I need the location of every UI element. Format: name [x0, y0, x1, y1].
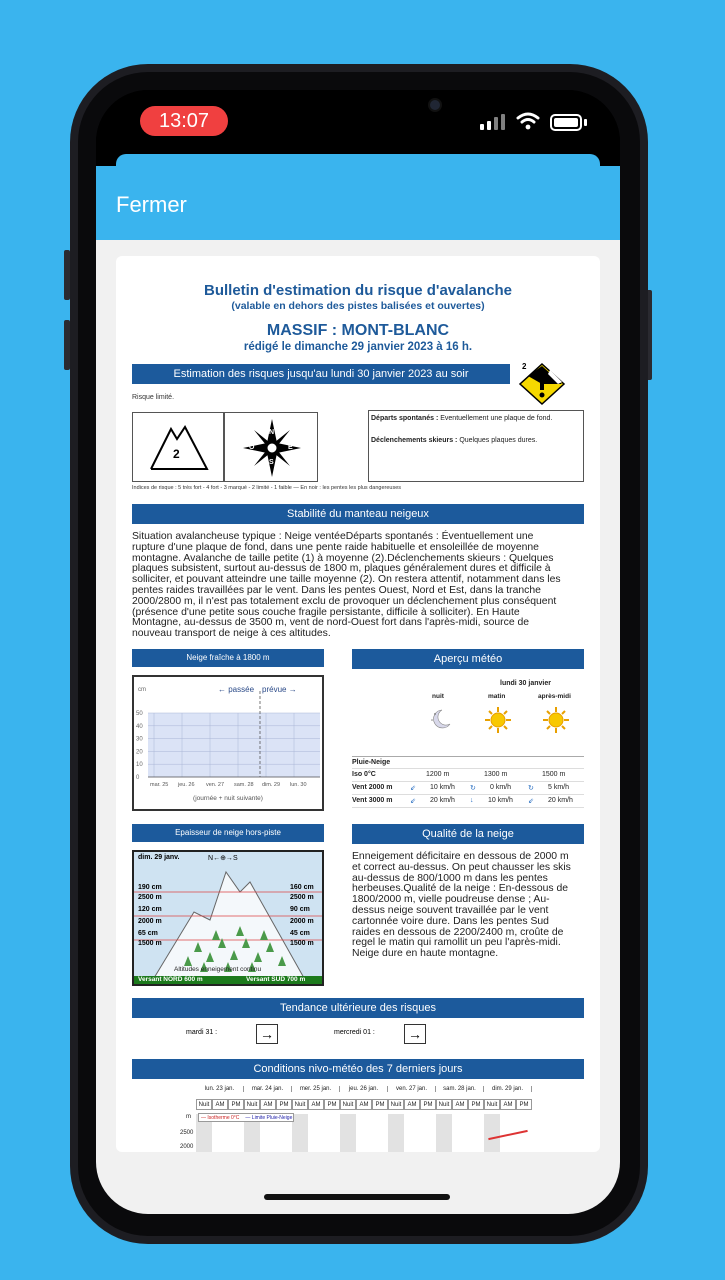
conditions-slot: AM [260, 1099, 276, 1110]
declench-label: Déclenchements skieurs : [371, 437, 458, 444]
compass-e: E [288, 444, 293, 451]
wind-calm-icon: ↻ [528, 785, 534, 792]
conditions-day: mer. 25 jan. [292, 1086, 340, 1092]
conditions-night-shade [484, 1114, 500, 1152]
meteo-bar: Aperçu météo [352, 649, 584, 669]
meteo-iso-row [352, 769, 584, 782]
pluie-neige-label: Pluie-Neige [352, 759, 391, 766]
qualite-line: au-dessus de 800/1000 m dans les pentes [352, 872, 548, 884]
risk-mountain-box [132, 412, 224, 482]
tendance-arrow2-icon[interactable]: → [404, 1024, 426, 1044]
iso-nuit: 1200 m [426, 771, 450, 778]
x-tick-label: lun. 30 [290, 782, 307, 788]
signal-icon [480, 110, 505, 130]
meteo-day: lundi 30 janvier [500, 680, 551, 687]
x-tick-label: dim. 29 [262, 782, 281, 788]
stabilite-line: rupture d'une plaque de fond, dans une pente raide habituelle et ensoleillée de moyenne [132, 541, 539, 553]
phone-screen [96, 90, 620, 1214]
conditions-night-shade [292, 1114, 308, 1152]
compass-small-icon: N←⊕→S [208, 855, 238, 862]
conditions-slot: Nuit [388, 1099, 404, 1110]
departs-label: Départs spontanés : [371, 415, 439, 422]
vent3000-nuit: 20 km/h [430, 797, 455, 804]
conditions-slot: Nuit [292, 1099, 308, 1110]
conditions-night-shade [340, 1114, 356, 1152]
stabilite-bar: Stabilité du manteau neigeux [132, 504, 584, 524]
qualite-line: et correct au-dessus. On peut chausser les skis [352, 861, 571, 873]
epaisseur-left-label: 190 cm [138, 884, 162, 891]
epaisseur-right-label: 1500 m [290, 940, 314, 947]
conditions-slot: PM [372, 1099, 388, 1110]
epaisseur-left-label: 1500 m [138, 940, 162, 947]
conditions-slot: AM [212, 1099, 228, 1110]
neige-fraiche-chart [132, 675, 324, 811]
risque-text: Risque limité. [132, 394, 175, 401]
bulletin-title: Bulletin d'estimation du risque d'avalanche [203, 282, 513, 299]
epaisseur-left-label: 2500 m [138, 894, 162, 901]
meteo-period-0: nuit [432, 693, 444, 700]
vent3000-matin: 10 km/h [488, 797, 513, 804]
stabilite-line: Situation avalancheuse typique : Neige ventéeDéparts spontanés : Éventuellement une [132, 531, 534, 542]
departs-box [368, 410, 584, 482]
conditions-slot: Nuit [244, 1099, 260, 1110]
meteo-vent2000-row [352, 782, 584, 795]
y-tick-label: 10 [136, 762, 143, 769]
status-time: 13:07 [140, 106, 228, 136]
redige-date: rédigé le dimanche 29 janvier 2023 à 16 h. [243, 341, 473, 353]
qualite-line: 1800/2000 m, vielle poudreuse dense ; Au- [352, 894, 550, 906]
risk-mountain-number: 2 [173, 447, 180, 461]
stabilite-line: solliciter, et pouvant atteindre une taille moyenne (2). On restera attentif, notamment dans les [132, 574, 561, 586]
stabilite-line: pentes raides travaillées par le vent. Dans les pentes Ouest, Nord et Est, dans la tranche [132, 584, 541, 596]
compass-n: N [269, 429, 275, 436]
epaisseur-right-label: 45 cm [290, 930, 310, 937]
meteo-pluie-row [352, 756, 584, 769]
conditions-slot: PM [324, 1099, 340, 1110]
vent3000-aprem: 20 km/h [548, 797, 573, 804]
bulletin-subtitle: (valable en dehors des pistes balisées et ouvertes) [231, 300, 485, 312]
y-tick-label: 40 [136, 723, 143, 730]
wind-arrow-icon: ⇙ [410, 785, 416, 792]
compass-small-n: N [208, 855, 214, 862]
massif-title: MASSIF : MONT-BLANC [266, 322, 450, 339]
tendance-bar: Tendance ultérieure des risques [132, 998, 584, 1018]
qualite-line: regel le matin qui ramollit un peu l'après-midi. [352, 937, 561, 949]
conditions-night-shade [436, 1114, 452, 1152]
epaisseur-left-label: 120 cm [138, 906, 162, 913]
chart-prevue: prévue → [262, 685, 297, 694]
legend-pluie: — Limite Pluie-Neige [245, 1115, 293, 1121]
estimation-bar: Estimation des risques jusqu'au lundi 30 janvier 2023 au soir [132, 364, 510, 384]
epaisseur-right-label: 90 cm [290, 906, 310, 913]
indices-text: Indices de risque : 5 très fort - 4 fort - 3 marqué - 2 limité - 1 faible — En noir : les pentes les plus dangereuses [132, 485, 402, 491]
neige-fraiche-bar: Neige fraîche à 1800 m [132, 649, 324, 667]
qualite-line: Neige dure en haute montagne. [352, 948, 499, 960]
epaisseur-right-label: 2500 m [290, 894, 314, 901]
meteo-period-1: matin [488, 693, 506, 700]
wifi-icon [516, 112, 540, 130]
legend-iso: — Isotherme 0°C [201, 1115, 240, 1121]
qualite-bar: Qualité de la neige [352, 824, 584, 844]
close-button[interactable]: Fermer [116, 192, 187, 217]
conditions-night-shade [388, 1114, 404, 1152]
wind-calm-icon: ↻ [470, 785, 476, 792]
conditions-y-tick: 2500 [180, 1130, 194, 1136]
bulletin-document[interactable] [116, 256, 600, 1152]
tendance-arrow1-icon[interactable]: → [256, 1024, 278, 1044]
conditions-slot: AM [452, 1099, 468, 1110]
stabilite-line: Montagne, au-dessus de 3500 m, vent de nord-Ouest fort dans l'après-midi, source de [132, 617, 530, 629]
chart-caption: (journée + nuit suivante) [193, 795, 263, 802]
iso-aprem: 1500 m [542, 771, 566, 778]
stabilite-line: (présence d'une petite sous couche fragile persistante, difficile à solliciter). En Haute [132, 606, 520, 618]
epaisseur-right-label: 160 cm [290, 884, 314, 891]
conditions-slot: PM [516, 1099, 532, 1110]
compass-small-s: S [232, 855, 238, 862]
versant-nord: Versant NORD 600 m [138, 976, 203, 983]
epaisseur-right-label: 2000 m [290, 918, 314, 925]
risk-level-number: 2 [522, 362, 527, 371]
conditions-day: lun. 23 jan. [196, 1086, 244, 1092]
conditions-slot: AM [500, 1099, 516, 1110]
wind-arrow-icon: ⇙ [528, 798, 534, 805]
sun-icon [484, 706, 512, 734]
stabilite-line: nouveau transport de neige à ces altitudes. [132, 628, 331, 640]
camera-icon [428, 98, 442, 112]
compass-s: S [269, 459, 274, 466]
conditions-day: mar. 24 jan. [244, 1086, 292, 1092]
epaisseur-left-label: 65 cm [138, 930, 158, 937]
vent2000-label: Vent 2000 m [352, 784, 393, 791]
departs-text: Eventuellement une plaque de fond. [440, 415, 553, 422]
compass-box [224, 412, 318, 482]
versant-sud: Versant SUD 700 m [246, 976, 306, 983]
sun-icon [542, 706, 570, 734]
conditions-slot: Nuit [436, 1099, 452, 1110]
conditions-slot: PM [468, 1099, 484, 1110]
conditions-grid [116, 1086, 600, 1152]
conditions-day: dim. 29 jan. [484, 1086, 532, 1092]
conditions-day: ven. 27 jan. [388, 1086, 436, 1092]
tendance-day2: mercredi 01 : [334, 1029, 375, 1036]
qualite-line: herbeuses.Qualité de la neige : En-dessous de [352, 883, 569, 895]
compass-rose-icon [225, 413, 319, 483]
conditions-legend [198, 1113, 294, 1122]
conditions-slot: Nuit [484, 1099, 500, 1110]
y-tick-label: 50 [136, 711, 143, 717]
conditions-unit: m [186, 1114, 191, 1120]
y-tick-label: 30 [136, 736, 143, 743]
tendance-day1: mardi 31 : [186, 1029, 218, 1036]
stabilite-text [132, 532, 600, 640]
passee-label: passée [228, 685, 255, 694]
battery-icon [550, 114, 582, 131]
qualite-line: cartonnée voire dure. Dans les pentes Sud [352, 915, 549, 927]
conditions-y-tick: 2000 [180, 1144, 194, 1150]
conditions-day: sam. 28 jan. [436, 1086, 484, 1092]
prevue-label: prévue [262, 685, 287, 694]
conditions-slot: PM [228, 1099, 244, 1110]
qualite-line: Enneigement déficitaire en dessous de 2000 m [352, 851, 569, 862]
wind-arrow-icon: ↓ [470, 797, 474, 804]
vent3000-label: Vent 3000 m [352, 797, 393, 804]
epaisseur-date: dim. 29 janv. [138, 854, 180, 861]
risk-level-icon [518, 362, 566, 406]
conditions-slot: PM [276, 1099, 292, 1110]
qualite-line: dessus neige souvent travaillée par le vent [352, 904, 549, 916]
neige-fraiche-plot [134, 677, 322, 809]
epaisseur-left-label: 2000 m [138, 918, 162, 925]
conditions-slot: Nuit [340, 1099, 356, 1110]
y-tick-label: 20 [136, 749, 143, 756]
conditions-slot: Nuit [196, 1099, 212, 1110]
epaisseur-bar: Epaisseur de neige hors-piste [132, 824, 324, 842]
stabilite-line: 2000/2800 m, il n'est pas totalement exclu de provoquer un déclenchement plus conséquent [132, 595, 557, 607]
vent2000-nuit: 10 km/h [430, 784, 455, 791]
moon-cloud-icon [428, 706, 454, 732]
qualite-line: raides en dessous de 2200/2400 m, croûte de [352, 926, 564, 938]
stabilite-line: plaques subsistent, surtout au-dessus de 1800 m, plaques généralement dures et difficile à [132, 563, 551, 575]
conditions-day: jeu. 26 jan. [340, 1086, 388, 1092]
conditions-bar: Conditions nivo-météo des 7 derniers jours [132, 1059, 584, 1079]
app-header [96, 166, 620, 240]
x-tick-label: mar. 25 [150, 782, 169, 788]
notch [250, 90, 464, 134]
chart-unit: cm [138, 687, 146, 693]
conditions-slot: AM [308, 1099, 324, 1110]
meteo-vent3000-row [352, 795, 584, 808]
y-tick-label: 0 [136, 775, 140, 781]
conditions-slot: PM [420, 1099, 436, 1110]
compass-o: O [249, 444, 255, 451]
qualite-text [352, 852, 592, 960]
x-tick-label: ven. 27 [206, 782, 225, 788]
stabilite-line: montagne. Avalanche de taille petite (1) à moyenne (2).Déclenchements skieurs : Quelques [132, 552, 554, 564]
iso-matin: 1300 m [484, 771, 508, 778]
declench-text: Quelques plaques dures. [459, 437, 538, 444]
epaisseur-diagram [132, 850, 324, 986]
x-tick-label: jeu. 26 [178, 782, 195, 788]
vent2000-matin: 0 km/h [490, 784, 512, 791]
meteo-period-2: après-midi [538, 693, 571, 700]
altitudes-label: Altitudes enneigement continu [174, 966, 262, 973]
chart-passee: ← passée [218, 685, 255, 694]
iso-label: Iso 0°C [352, 771, 376, 778]
vent2000-aprem: 5 km/h [548, 784, 570, 791]
x-tick-label: sam. 28 [234, 782, 254, 788]
conditions-slot: AM [404, 1099, 420, 1110]
home-indicator[interactable] [264, 1194, 450, 1200]
conditions-slot: AM [356, 1099, 372, 1110]
status-bar [96, 90, 620, 154]
wind-arrow-icon: ⇙ [410, 798, 416, 805]
